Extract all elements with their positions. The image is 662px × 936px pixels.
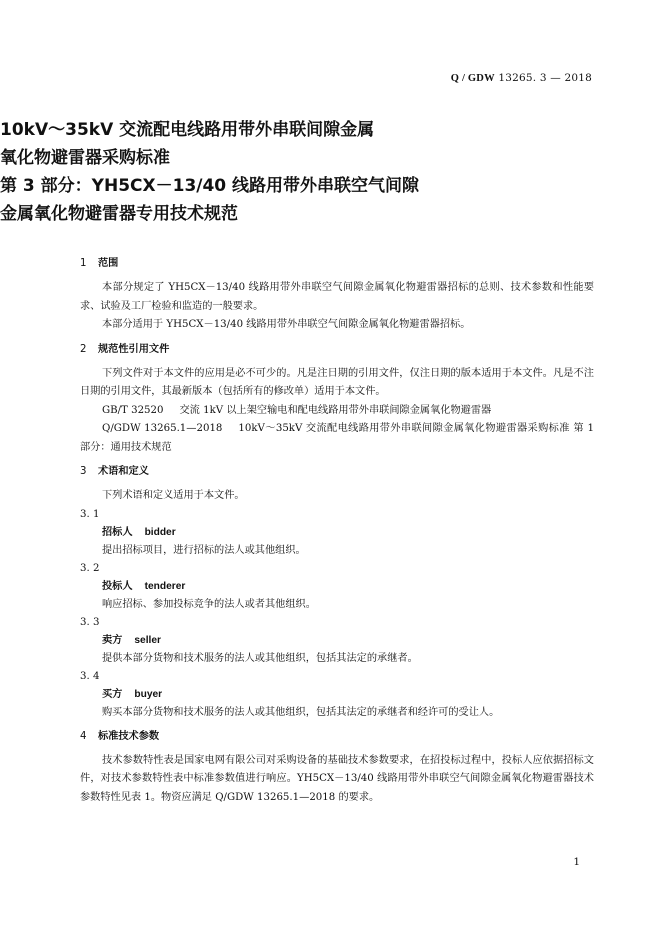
- reference-item: [80, 420, 594, 457]
- term-entry: [80, 506, 594, 560]
- reference-item: [80, 402, 594, 421]
- term-zh: 招标人: [102, 526, 133, 538]
- paragraph: 下列术语和定义适用于本文件。: [102, 490, 245, 501]
- section-number: 1: [80, 258, 87, 269]
- section-heading-normative-references: [80, 341, 594, 359]
- document-title: [0, 116, 662, 228]
- term-definition: 提供本部分货物和技术服务的法人或其他组织，包括其法定的承继者。: [102, 652, 418, 664]
- section-heading-scope: [80, 255, 594, 273]
- reference-code: Q/GDW 13265.1—2018: [102, 423, 223, 434]
- section-title: 规范性引用文件: [98, 343, 170, 355]
- title-line-3: 第 3 部分：YH5CX－13/40 线路用带外串联空气间隙: [0, 176, 420, 196]
- term-entry: [80, 668, 594, 722]
- term-definition: 提出招标项目，进行招标的法人或其他组织。: [102, 544, 306, 556]
- standard-number: 13265. 3 — 2018: [498, 72, 592, 84]
- term-en: buyer: [134, 688, 163, 700]
- term-entry: [80, 614, 594, 668]
- term-number: 3. 2: [80, 562, 100, 574]
- reference-code: GB/T 32520: [102, 404, 164, 416]
- section-title: 术语和定义: [98, 466, 149, 477]
- standard-number-header: [451, 72, 592, 84]
- paragraph: 本部分适用于 YH5CX－13/40 线路用带外串联空气间隙金属氧化物避雷器招标。: [102, 319, 471, 330]
- section-heading-terms: [80, 463, 594, 481]
- term-name: [80, 524, 594, 542]
- term-entry: [80, 560, 594, 614]
- title-line-2: 氧化物避雷器采购标准: [0, 148, 170, 168]
- term-zh: 卖方: [102, 634, 123, 646]
- paragraph: 本部分规定了 YH5CX－13/40 线路用带外串联空气间隙金属氧化物避雷器招标的总则、技术参数和性能要求、试验及工厂检验和监造的一般要求。: [80, 282, 594, 312]
- paragraph: 下列文件对于本文件的应用是必不可少的。凡是注日期的引用文件，仅注日期的版本适用于本文件。凡是不注日期的引用文件，其最新版本（包括所有的修改单）适用于本文件。: [80, 367, 594, 397]
- title-line-4: 金属氧化物避雷器专用技术规范: [0, 204, 238, 224]
- term-definition: 购买本部分货物和技术服务的法人或其他组织，包括其法定的承继者和经许可的受让人。: [102, 706, 500, 718]
- page-number: 1: [573, 856, 580, 868]
- section-number: 3: [80, 466, 87, 477]
- term-en: tenderer: [144, 580, 186, 592]
- term-en: seller: [134, 634, 161, 646]
- term-number: 3. 3: [80, 616, 100, 628]
- reference-title: 10kV～35kV 交流配电线路用带外串联间隙金属氧化物避雷器采购标准 第 1 部分：通用技术规范: [80, 423, 595, 453]
- term-name: [80, 578, 594, 596]
- term-en: bidder: [144, 526, 176, 538]
- term-zh: 买方: [102, 688, 123, 700]
- title-line-1: 10kV～35kV 交流配电线路用带外串联间隙金属: [0, 120, 375, 140]
- document-body: [80, 255, 594, 807]
- section-heading-technical-parameters: [80, 728, 594, 746]
- term-number: 3. 1: [80, 508, 100, 520]
- section-number: 4: [80, 730, 87, 742]
- term-zh: 投标人: [102, 580, 133, 592]
- term-name: [80, 632, 594, 650]
- section-number: 2: [80, 343, 87, 355]
- paragraph: 技术参数特性表是国家电网有限公司对采购设备的基础技术参数要求，在招投标过程中，投标人应依据招标文件，对技术参数特性表中标准参数值进行响应。YH5CX－13/40 线路用带外串联空气间隙金属氧化物避雷器技术参数特性见表 1。物资应满足 Q/GDW 13265.1—2018 的要求。: [80, 754, 594, 803]
- section-title: 标准技术参数: [98, 730, 160, 742]
- section-title: 范围: [98, 258, 119, 269]
- standard-code: Q / GDW: [450, 73, 495, 84]
- term-number: 3. 4: [80, 670, 100, 682]
- term-definition: 响应招标、参加投标竞争的法人或者其他组织。: [102, 598, 316, 610]
- reference-title: 交流 1kV 以上架空输电和配电线路用带外串联间隙金属氧化物避雷器: [179, 404, 492, 416]
- term-name: [80, 686, 594, 704]
